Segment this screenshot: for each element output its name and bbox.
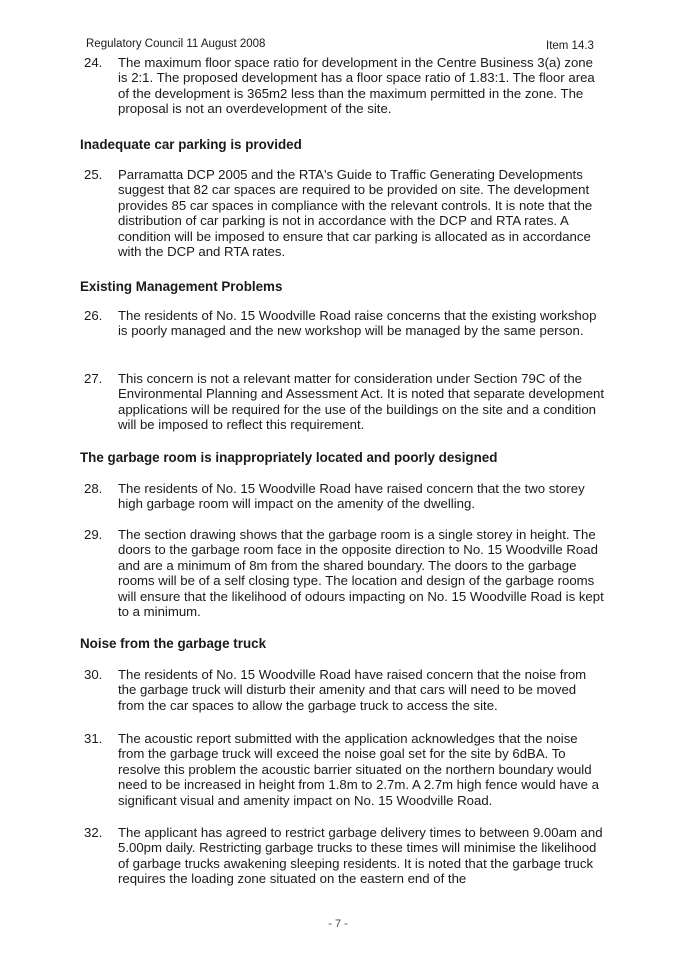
paragraph-text: The residents of No. 15 Woodville Road have raised concern that the noise from the garbage truck will disturb their amenity and that cars will need to be moved from the car spaces to allow the garbage truck to access the site. xyxy=(118,667,587,713)
paragraph-29 xyxy=(84,527,606,619)
paragraph-number: 25. xyxy=(84,167,103,182)
paragraph-25 xyxy=(84,167,606,259)
header-meeting-date: Regulatory Council 11 August 2008 xyxy=(86,38,266,50)
paragraph-text: The section drawing shows that the garbage room is a single storey in height. The doors to the garbage room face in the opposite direction to No. 15 Woodville Road and are a minimum of 8m from the shared boundary. The doors to the garbage rooms will be of a self closing type. The location and design of the garbage rooms will ensure that the likelihood of odours impacting on No. 15 Woodville Road is kept to a minimum. xyxy=(118,527,604,620)
paragraph-number: 28. xyxy=(84,481,103,496)
paragraph-text: The applicant has agreed to restrict garbage delivery times to between 9.00am and 5.00pm daily. Restricting garbage trucks to these times will minimise the likelihood of garbage trucks awakening sleeping residents. It is noted that the garbage truck requires the loading zone situated on the eastern end of the xyxy=(118,825,603,887)
page-number: - 7 - xyxy=(328,918,348,930)
paragraph-number: 30. xyxy=(84,667,103,682)
paragraph-number: 29. xyxy=(84,527,103,542)
paragraph-32 xyxy=(84,825,606,887)
section-heading-car-parking: Inadequate car parking is provided xyxy=(80,137,302,152)
paragraph-number: 32. xyxy=(84,825,103,840)
paragraph-28 xyxy=(84,481,606,512)
paragraph-number: 24. xyxy=(84,55,103,70)
paragraph-26 xyxy=(84,308,606,339)
paragraph-number: 27. xyxy=(84,371,103,386)
paragraph-24 xyxy=(84,55,606,117)
paragraph-number: 31. xyxy=(84,731,103,746)
paragraph-number: 26. xyxy=(84,308,103,323)
paragraph-text: This concern is not a relevant matter for consideration under Section 79C of the Environmental Planning and Assessment Act. It is noted that separate development applications will be required for the use of the buildings on the site and a condition will be imposed to reflect this requirement. xyxy=(118,371,605,433)
paragraph-text: Parramatta DCP 2005 and the RTA's Guide to Traffic Generating Developments suggest that 82 car spaces are required to be provided on site. The development provides 85 car spaces in compliance with the relevant controls. It is note that the distribution of car parking is not in accordance with the DCP and RTA rates. A condition will be imposed to ensure that car parking is allocated as in accordance with the DCP and RTA rates. xyxy=(118,167,593,260)
paragraph-text: The residents of No. 15 Woodville Road raise concerns that the existing workshop is poorly managed and the new workshop will be managed by the same person. xyxy=(118,308,597,339)
paragraph-text: The maximum floor space ratio for development in the Centre Business 3(a) zone is 2:1. The proposed development has a floor space ratio of 1.83:1. The floor area of the development is 365m2 less than the maximum permitted in the zone. The proposal is not an overdevelopment of the site. xyxy=(118,55,595,117)
section-heading-garbage-room: The garbage room is inappropriately located and poorly designed xyxy=(80,450,498,465)
paragraph-30 xyxy=(84,667,606,713)
section-heading-garbage-truck: Noise from the garbage truck xyxy=(80,636,267,651)
paragraph-text: The acoustic report submitted with the application acknowledges that the noise from the garbage truck will exceed the noise goal set for the site by 6dBA. To resolve this problem the acoustic barrier situated on the northern boundary would need to be increased in height from 1.8m to 2.7m. A 2.7m high fence would have a significant visual and amenity impact on No. 15 Woodville Road. xyxy=(118,731,599,808)
paragraph-text: The residents of No. 15 Woodville Road have raised concern that the two storey high garbage room will impact on the amenity of the dwelling. xyxy=(118,481,585,512)
header-item-number: Item 14.3 xyxy=(546,40,594,52)
paragraph-31 xyxy=(84,731,606,808)
paragraph-27 xyxy=(84,371,606,433)
section-heading-management: Existing Management Problems xyxy=(80,279,283,294)
